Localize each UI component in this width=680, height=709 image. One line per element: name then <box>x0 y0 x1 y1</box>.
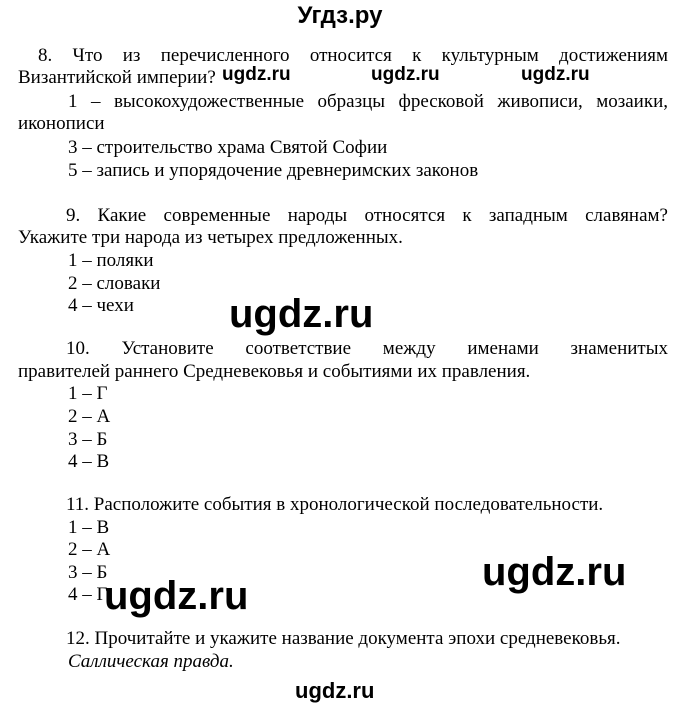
q11-answer-4: 4 – Г <box>68 584 108 605</box>
q8-text-line1: 8. Что из перечисленного относится к культурным достижениям <box>38 45 668 66</box>
q11-answer-1: 1 – В <box>68 517 110 538</box>
watermark-footer: ugdz.ru <box>295 678 375 703</box>
watermark-small-2: ugdz.ru <box>371 64 440 85</box>
watermark-large-1: ugdz.ru <box>229 292 374 336</box>
q10-answer-2: 2 – А <box>68 406 111 427</box>
watermark-large-2: ugdz.ru <box>482 550 627 594</box>
watermark-small-3: ugdz.ru <box>521 64 590 85</box>
q9-text-line1: 9. Какие современные народы относятся к западным славянам? <box>66 205 668 226</box>
q10-answer-3: 3 – Б <box>68 429 108 450</box>
q9-text-line2: Укажите три народа из четырех предложенных. <box>18 227 403 248</box>
q8-answer-5: 5 – запись и упорядочение древнеримских законов <box>68 160 479 181</box>
q12-answer: Саллическая правда. <box>68 651 234 672</box>
q8-answer-3: 3 – строительство храма Святой Софии <box>68 137 388 158</box>
q9-answer-1: 1 – поляки <box>68 250 154 271</box>
q8-text-line2: Византийской империи? <box>18 67 216 88</box>
watermark-large-3: ugdz.ru <box>104 574 249 618</box>
q9-answer-4: 4 – чехи <box>68 295 134 316</box>
q10-text-line1: 10. Установите соответствие между именами знаменитых <box>66 338 668 359</box>
q11-text-line1: 11. Расположите события в хронологической последовательности. <box>66 494 604 515</box>
watermark-small-1: ugdz.ru <box>222 64 291 85</box>
q12-text-line1: 12. Прочитайте и укажите название документа эпохи средневековья. <box>66 628 621 649</box>
q11-answer-3: 3 – Б <box>68 562 108 583</box>
q10-text-line2: правителей раннего Средневековья и событиями их правления. <box>18 361 531 382</box>
q11-answer-2: 2 – А <box>68 539 111 560</box>
q8-answer-1-line2: иконописи <box>18 113 105 134</box>
q8-answer-1-line1: 1 – высокохудожественные образцы фресковой живописи, мозаики, <box>68 91 668 112</box>
page-title: Угдз.ру <box>297 2 383 29</box>
q9-answer-2: 2 – словаки <box>68 273 161 294</box>
q10-answer-4: 4 – В <box>68 451 110 472</box>
q10-answer-1: 1 – Г <box>68 383 108 404</box>
